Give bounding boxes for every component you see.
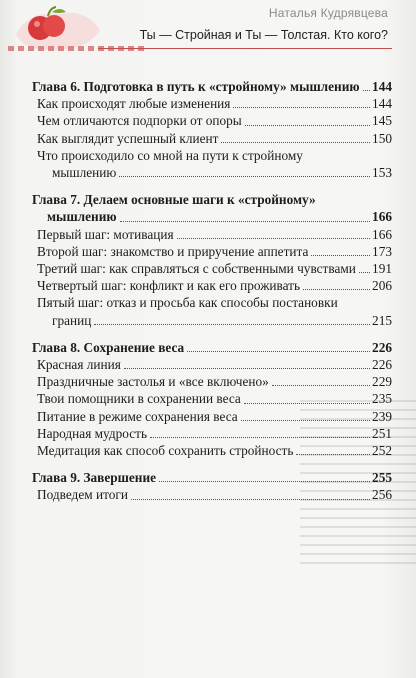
leader-dots [119, 176, 370, 177]
show-through-text [300, 400, 416, 570]
entry-title-line1: Пятый шаг: отказ и просьба как способы постановки [37, 295, 338, 311]
page-number: 235 [372, 391, 392, 407]
toc-chapter [32, 339, 392, 356]
entry-title: Третий шаг: как справляться с собственными чувствами [37, 261, 356, 277]
page-number: 173 [372, 243, 392, 259]
entry-title-line2: мышлению [52, 165, 117, 181]
leader-dots [177, 238, 370, 239]
book-title: Ты — Стройная и Ты — Толстая. Кто кого? [139, 28, 388, 42]
toc-entry [32, 95, 392, 112]
page-number: 252 [372, 443, 392, 459]
toc-entry [32, 243, 392, 260]
toc-entry [32, 147, 392, 181]
page-number: 153 [372, 165, 392, 181]
entry-title: Четвертый шаг: конфликт и как его проживать [37, 278, 301, 294]
entry-title: Медитация как способ сохранить стройность [37, 443, 294, 459]
page-number: 255 [372, 470, 392, 486]
page-number: 229 [372, 374, 392, 390]
chapter-title-line2: мышлению [47, 209, 117, 225]
toc-chapter [32, 78, 392, 95]
toc-entry [32, 226, 392, 243]
page-number: 251 [372, 425, 392, 441]
entry-title: Как выглядит успешный клиент [37, 130, 219, 146]
entry-title: Как происходят любые изменения [37, 96, 231, 112]
toc-entry [32, 277, 392, 294]
toc-entry [32, 294, 392, 328]
page-number: 206 [372, 278, 392, 294]
header-rule [98, 48, 392, 49]
page-number: 239 [372, 408, 392, 424]
leader-dots [187, 351, 370, 352]
toc-entry [32, 112, 392, 129]
leader-dots [94, 324, 370, 325]
chapter-title: Глава 8. Сохранение веса [32, 339, 185, 355]
leader-dots [363, 90, 371, 91]
toc-entry [32, 130, 392, 147]
entry-title: Твои помощники в сохранении веса [37, 391, 241, 407]
leader-dots [311, 255, 370, 256]
page-number: 145 [372, 113, 392, 129]
entry-title: Подведем итоги [37, 487, 128, 503]
entry-title: Народная мудрость [37, 425, 148, 441]
leader-dots [233, 107, 370, 108]
entry-title-line1: Что происходило со мной на пути к стройному [37, 147, 303, 163]
page-number: 144 [372, 79, 392, 94]
leader-dots [124, 368, 370, 369]
leader-dots [272, 385, 370, 386]
page-number: 144 [372, 96, 392, 112]
entry-title-line2: границ [52, 312, 92, 328]
leader-dots [359, 272, 370, 273]
leader-dots [221, 142, 370, 143]
page-number: 226 [372, 357, 392, 373]
toc-entry [32, 356, 392, 373]
chapter-title: Глава 9. Завершение [32, 470, 157, 486]
page-number: 256 [372, 487, 392, 503]
toc-entry [32, 260, 392, 277]
chapter-title-line1: Глава 7. Делаем основные шаги к «стройному» [32, 192, 316, 208]
page-number: 150 [372, 130, 392, 146]
page-number: 166 [372, 209, 392, 225]
author-name: Наталья Кудрявцева [268, 6, 388, 20]
toc-chapter [32, 191, 392, 225]
leader-dots [303, 289, 370, 290]
entry-title: Праздничные застолья и «все включено» [37, 374, 269, 390]
page-number: 166 [372, 226, 392, 242]
running-header [0, 0, 416, 62]
page-number: 215 [372, 312, 392, 328]
chapter-title: Глава 6. Подготовка в путь к «стройному» мышлению [32, 79, 360, 94]
entry-title: Второй шаг: знакомство и приручение аппетита [37, 243, 309, 259]
toc-entry [32, 373, 392, 390]
page-number: 191 [372, 261, 392, 277]
leader-dots [245, 125, 370, 126]
entry-title: Первый шаг: мотивация [37, 226, 174, 242]
entry-title: Питание в режиме сохранения веса [37, 408, 238, 424]
entry-title: Чем отличаются подпорки от опоры [37, 113, 242, 129]
entry-title: Красная линия [37, 357, 121, 373]
leader-dots [120, 221, 371, 222]
page-number: 226 [372, 339, 392, 355]
